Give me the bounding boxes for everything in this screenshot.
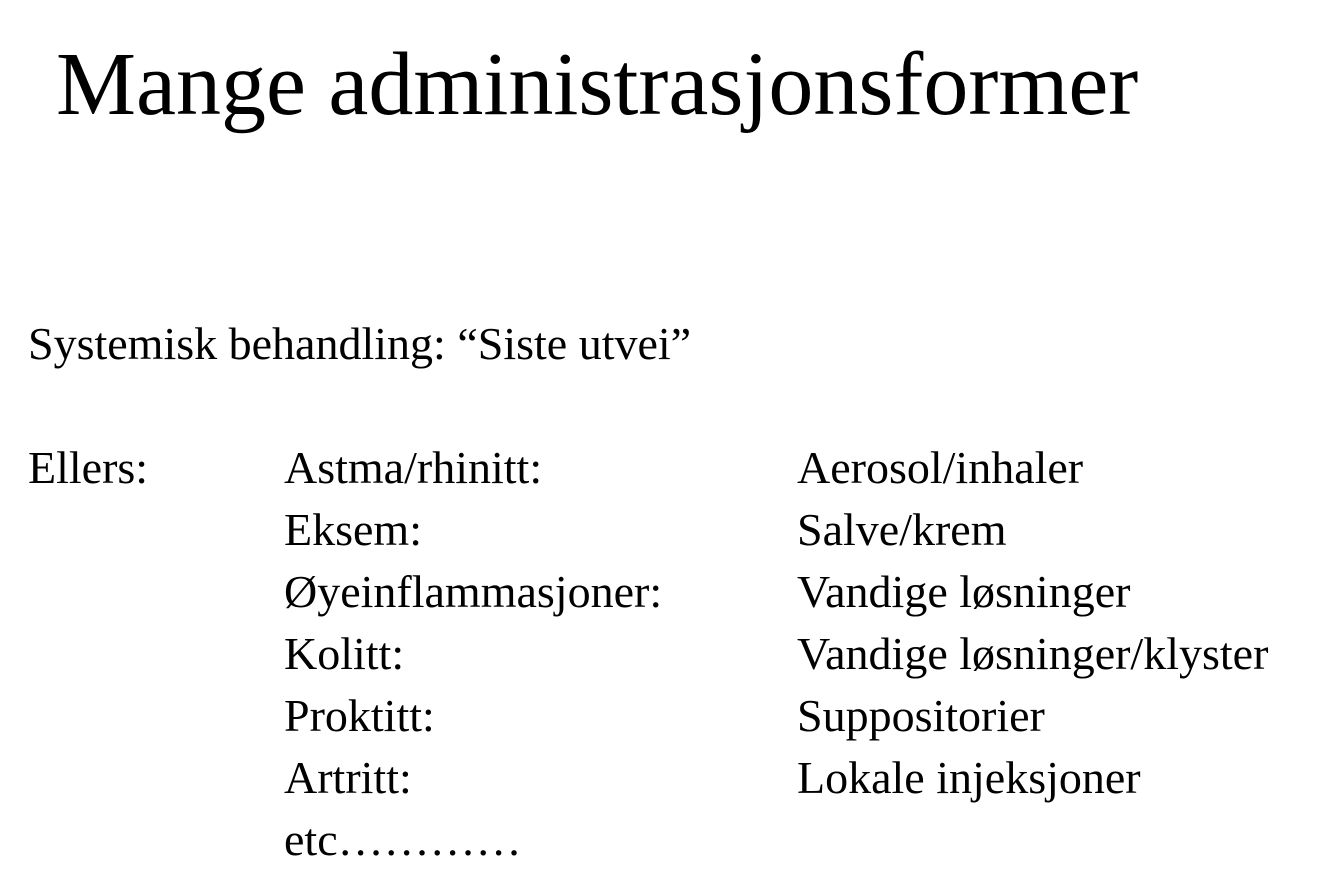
- systemic-treatment-line: Systemisk behandling: “Siste utvei”: [28, 318, 692, 369]
- administration-form: Aerosol/inhaler: [797, 442, 1084, 493]
- condition-label: Kolitt:: [284, 628, 405, 679]
- etc-line: etc…………: [284, 814, 522, 865]
- condition-label: Proktitt:: [284, 690, 435, 741]
- administration-form: Salve/krem: [797, 504, 1007, 555]
- condition-label: Astma/rhinitt:: [284, 442, 543, 493]
- condition-label: Eksem:: [284, 504, 422, 555]
- condition-label: Øyeinflammasjoner:: [284, 566, 663, 617]
- administration-form: Vandige løsninger: [797, 566, 1131, 617]
- administration-form: Lokale injeksjoner: [797, 752, 1141, 803]
- ellers-label: Ellers:: [28, 442, 149, 493]
- administration-form: Suppositorier: [797, 690, 1045, 741]
- administration-form: Vandige løsninger/klyster: [797, 628, 1269, 679]
- condition-label: Artritt:: [284, 752, 412, 803]
- slide-title: Mange administrasjonsformer: [56, 35, 1139, 134]
